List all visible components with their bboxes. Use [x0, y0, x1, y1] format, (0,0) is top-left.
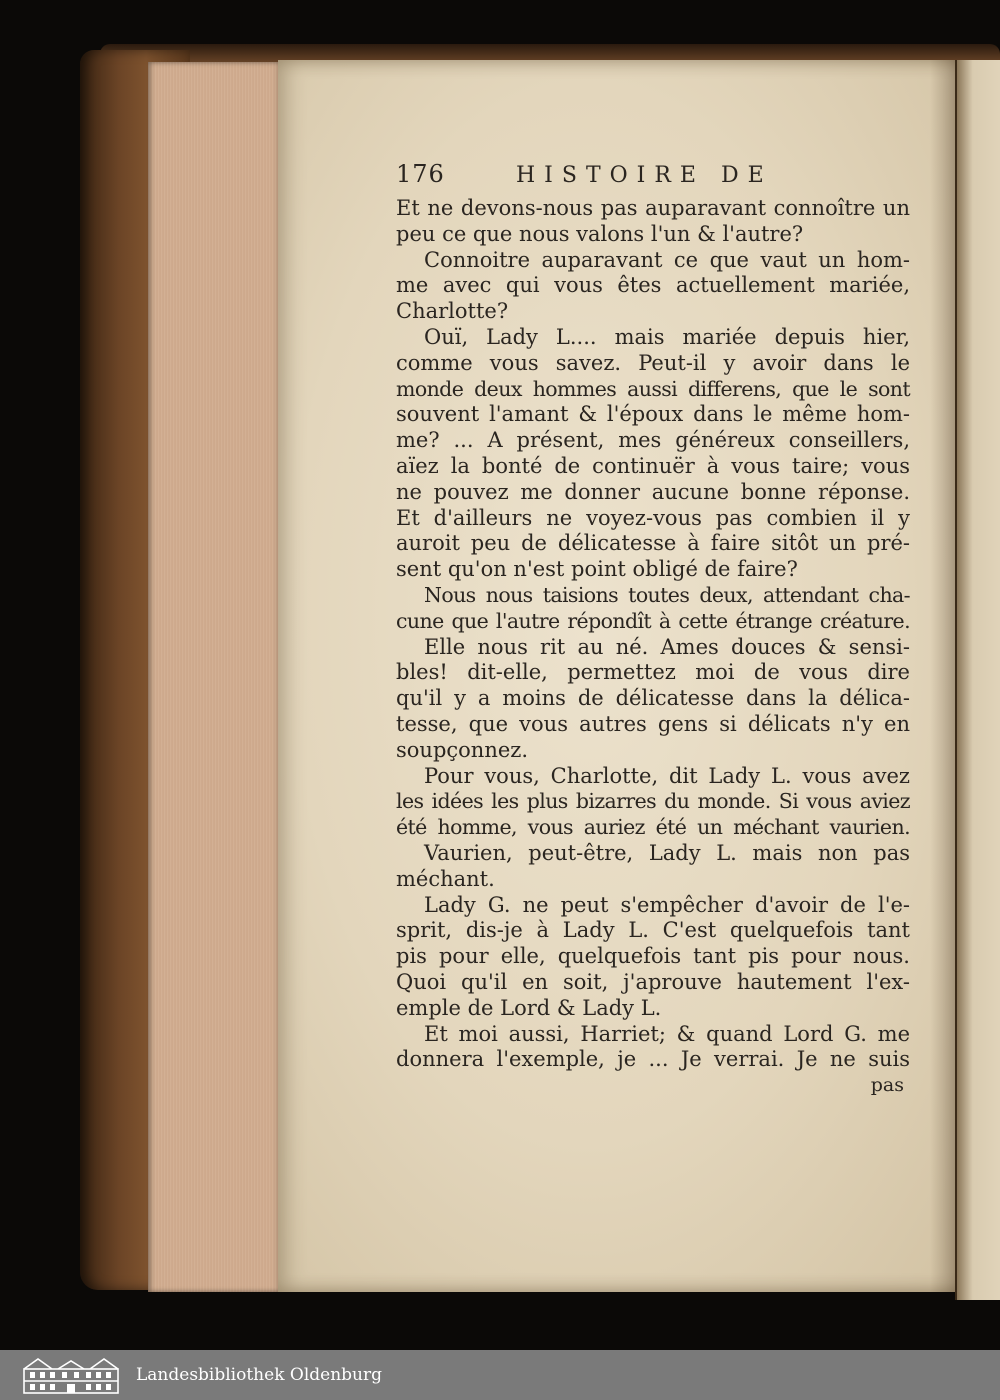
- text-line: bles! dit-elle, permettez moi de vous dire: [396, 660, 910, 685]
- text-line: ne pouvez me donner aucune bonne réponse.: [396, 479, 910, 504]
- text-line: Charlotte?: [396, 299, 509, 324]
- text-line: donnera l'exemple, je ... Je verrai. Je ne suis: [396, 1047, 910, 1072]
- text-line: Elle nous rit au né. Ames douces & sensi-: [424, 634, 910, 659]
- text-line: tesse, que vous autres gens si délicats n'y en: [396, 711, 910, 736]
- text-line: Connoitre auparavant ce que vaut un hom-: [424, 247, 910, 272]
- page-text: [396, 160, 910, 1098]
- page-edges: [148, 62, 282, 1292]
- text-line: me? ... A présent, mes généreux conseillers,: [396, 428, 910, 453]
- text-line: peu ce que nous valons l'un & l'autre?: [396, 221, 804, 246]
- text-line: les idées les plus bizarres du monde. Si vous aviez: [396, 789, 910, 814]
- text-line: Nous nous taisions toutes deux, attendant cha-: [424, 582, 910, 607]
- text-line: Pour vous, Charlotte, dit Lady L. vous avez: [424, 763, 910, 788]
- text-lines: [396, 196, 910, 1073]
- text-line: auroit peu de délicatesse à faire sitôt un pré-: [396, 531, 910, 556]
- catchword: pas: [870, 1074, 904, 1097]
- text-line: méchant.: [396, 866, 495, 891]
- facing-page-edge: [955, 60, 1000, 1300]
- text-line: cune que l'autre répondît à cette étrange créature.: [396, 608, 910, 633]
- text-line: Lady G. ne peut s'empêcher d'avoir de l'e-: [424, 892, 910, 917]
- text-line: pis pour elle, quelquefois tant pis pour nous.: [396, 944, 910, 969]
- text-line: souvent l'amant & l'époux dans le même hom-: [396, 402, 910, 427]
- text-line: Ouï, Lady L.... mais mariée depuis hier,: [424, 324, 910, 349]
- text-line: aïez la bonté de continuër à vous taire; vous: [396, 453, 910, 478]
- text-line: comme vous savez. Peut-il y avoir dans le: [396, 350, 910, 375]
- library-building-icon: [18, 1355, 124, 1395]
- page-header: [396, 160, 910, 196]
- library-name: Landesbibliothek Oldenburg: [136, 1365, 383, 1385]
- text-line: Et moi aussi, Harriet; & quand Lord G. me: [424, 1021, 910, 1046]
- text-line: Quoi qu'il en soit, j'aprouve hautement l'ex-: [396, 969, 910, 994]
- text-line: sent qu'on n'est point obligé de faire?: [396, 557, 798, 582]
- text-line: été homme, vous auriez été un méchant vaurien.: [396, 815, 910, 840]
- text-line: Et ne devons-nous pas auparavant connoître un: [396, 196, 910, 220]
- text-line: monde deux hommes aussi differens, que le sont: [396, 376, 910, 401]
- running-title: HISTOIRE DE: [516, 163, 773, 188]
- text-line: soupçonnez.: [396, 737, 529, 762]
- text-line: me avec qui vous êtes actuellement mariée,: [396, 273, 910, 298]
- text-line: emple de Lord & Lady L.: [396, 995, 662, 1020]
- text-line: Vaurien, peut-être, Lady L. mais non pas: [424, 840, 910, 865]
- page-number: 176: [396, 160, 445, 188]
- text-line: qu'il y a moins de délicatesse dans la délica-: [396, 686, 910, 711]
- text-line: sprit, dis-je à Lady L. C'est quelquefois tant: [396, 918, 910, 943]
- library-footer: [0, 1350, 1000, 1400]
- text-line: Et d'ailleurs ne voyez-vous pas combien il y: [396, 505, 910, 530]
